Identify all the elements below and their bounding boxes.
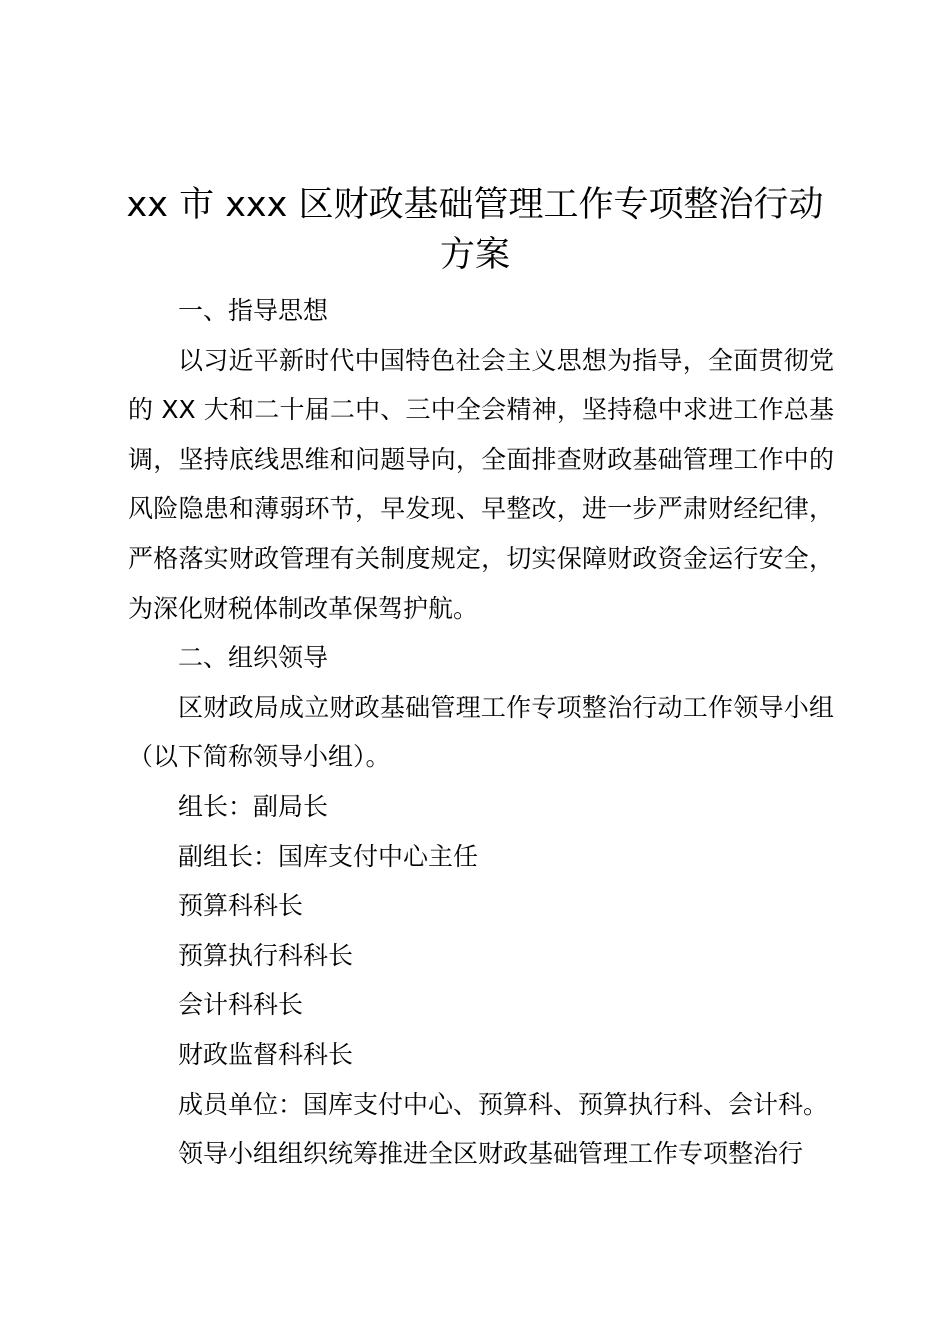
- paragraph-leading-group: 区财政局成立财政基础管理工作专项整治行动工作领导小组（以下简称领导小组）。: [128, 692, 834, 772]
- member-line: 预算执行科科长: [178, 940, 354, 970]
- title-line-2: 方案: [439, 235, 510, 275]
- paragraph-group-duties: 领导小组组织统筹推进全区财政基础管理工作专项整治行: [178, 1139, 804, 1169]
- paragraph-guiding-ideology: 以习近平新时代中国特色社会主义思想为指导，全面贯彻党的 XX 大和二十届二中、三中全会精神，坚持稳中求进工作总基调，坚持底线思维和问题导向，全面排查财政基础管理工作中的风险隐患和薄弱环节，早发现、早整改，进一步严肃财经纪律，严格落实财政管理有关制度规定，切实保障财政资金运行安全，为深化财税体制改革保驾护航。: [128, 345, 834, 623]
- member-line: 会计科科长: [178, 990, 304, 1020]
- section-heading-guiding-ideology: 一、指导思想: [178, 296, 329, 325]
- deputy-leader-line: 副组长：国库支付中心主任: [178, 841, 479, 871]
- document-body: [128, 286, 834, 1179]
- member-line: 财政监督科科长: [178, 1039, 354, 1069]
- title-line-1: xx 市 xxx 区财政基础管理工作专项整治行动: [126, 185, 824, 225]
- group-leader-line: 组长：副局长: [178, 791, 329, 821]
- member-line: 预算科科长: [178, 891, 304, 921]
- member-units-line: 成员单位：国库支付中心、预算科、预算执行科、会计科。: [178, 1089, 829, 1119]
- section-heading-organization: 二、组织领导: [178, 643, 329, 673]
- document-title: [0, 180, 950, 280]
